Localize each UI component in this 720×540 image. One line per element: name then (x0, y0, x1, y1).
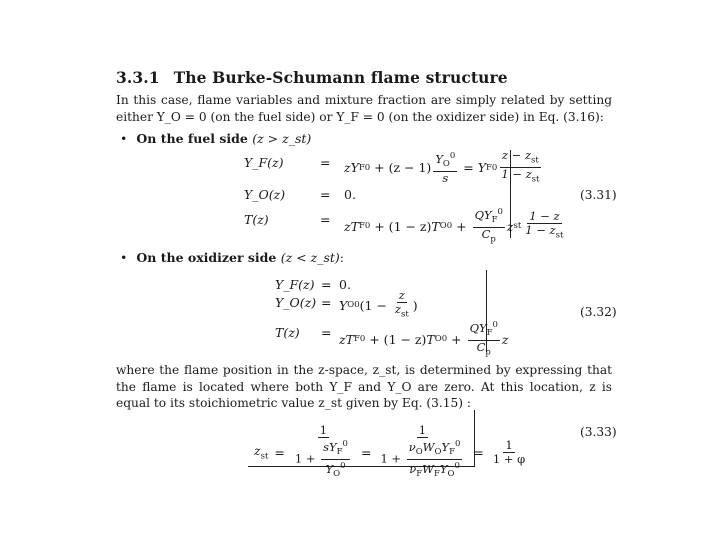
equation-rhs: zT F 0 + (1 − z) T O 0 + $\frac{QY_F^0}{C_p}$ z st $\frac{1 - z}{1 - z_{st}}$ (344, 207, 564, 245)
bullet-label: On the fuel side (136, 131, 248, 146)
equation-term: 1 1 + $\frac{\nu_OW_OY_F^0}{\nu_FW_FY_O^0}$ (380, 423, 461, 480)
equation-lhs: Y_F(z) (275, 277, 315, 292)
equation-lhs: Y_O(z) (244, 187, 286, 202)
equation-number: (3.33) (580, 425, 617, 439)
equation-relation: = (321, 325, 332, 340)
equation-relation: = (320, 212, 331, 227)
intro-paragraph: In this case, flame variables and mixture fraction are simply related by setting either Y_O = 0 (on the fuel side) or Y_F = 0 (on the oxidizer side) in Eq. (3.16): (116, 93, 612, 124)
section-heading (116, 68, 508, 87)
equation-3-33: $z_{st}$ = 1 1 + $\frac{sY_F^0}{Y_O^0}$ = 1 1 + $\frac{\nu_OW_OY_F^0}{\nu_FW_FY_O^0}$ = $\frac{1}{1 + \varphi}$ (254, 423, 526, 480)
equation-term: 1 1 + $\frac{sY_F^0}{Y_O^0}$ (294, 423, 348, 480)
bullet-label: On the oxidizer side (136, 250, 277, 265)
bullet-fuel-side (120, 131, 311, 146)
bullet-condition: (z > z_st) (252, 131, 312, 146)
equation-relation: = (321, 295, 332, 310)
equation-relation: = (320, 187, 331, 202)
equation-lhs: T(z) (275, 325, 300, 340)
after-paragraph: where the flame position in the z-space, z_st, is determined by expressing that the flame is located where both Y_F and Y_O are zero. At this location, z is equal to its stoichiometric value z_st given by Eq. (3.15) : (116, 363, 612, 410)
equation-number: (3.31) (580, 188, 617, 202)
equation-relation: = (274, 445, 285, 461)
equation-term: $\frac{1}{1 + \varphi}$ (492, 438, 526, 467)
equation-lhs: $z_{st}$ (254, 443, 269, 462)
equation-number: (3.32) (580, 305, 617, 319)
bullet-condition: (z < z_st) (280, 250, 340, 265)
equation-relation: = (321, 277, 332, 292)
bullet-dot: • (120, 131, 128, 146)
bullet-dot: • (120, 250, 128, 265)
equation-rhs: Y O 0 (1 − $\frac{z}{z_{st}}$ ) (339, 288, 418, 320)
section-title: The Burke-Schumann flame structure (173, 68, 508, 87)
section-number: 3.3.1 (116, 68, 160, 87)
equation-rhs: 0. (339, 277, 351, 292)
equation-lhs: T(z) (244, 212, 269, 227)
equation-rhs: zT F 0 + (1 − z) T O 0 + $\frac{QY_F^0}{C_p}$ z (339, 320, 509, 358)
equation-lhs: Y_F(z) (244, 155, 284, 170)
equation-rhs: zY F 0 + (z − 1) $\frac{Y_O^0}{s}$ = Y F 0 $\frac{z - z_{st}}{1 - z_{st}}$ (344, 148, 540, 186)
bullet-suffix: : (339, 250, 344, 265)
equation-rhs: 0. (344, 187, 356, 202)
equation-lhs: Y_O(z) (275, 295, 317, 310)
bullet-oxidizer-side (120, 250, 344, 265)
equation-relation: = (320, 155, 331, 170)
